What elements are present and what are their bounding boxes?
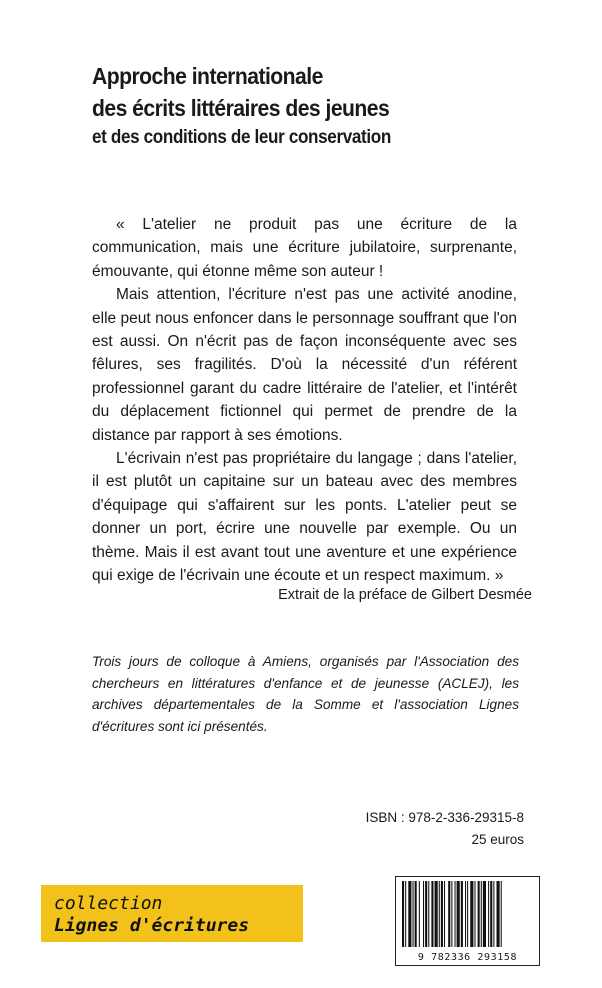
preface-excerpt [92, 213, 517, 588]
paragraph: « L'atelier ne produit pas une écriture de la communication, mais une écriture jubilatoire, surprenante, émouvante, qui étonne même son auteur ! [92, 216, 517, 280]
barcode [395, 876, 540, 966]
collection-label: collection [54, 893, 163, 914]
collection-name: Lignes d'écritures [54, 915, 250, 936]
barcode-number: 9 782336 293158 [417, 952, 518, 963]
barcode-bars-icon [400, 881, 535, 949]
isbn: ISBN : 978-2-336-29315-8 [365, 810, 524, 825]
paragraph: L'écrivain n'est pas propriétaire du langage ; dans l'atelier, il est plutôt un capitaine sur un bateau avec des membres d'équipage qui s'affairent sur les ponts. L'atelier peut se donner un port, écrire une nouvelle par exemple. Ou un thème. Mais il est avant tout une aventure et une expérience qui exige de l'écrivain une écoute et un respect maximum. » [92, 450, 517, 585]
title-line-1: Approche internationale [92, 63, 323, 89]
paragraph: Mais attention, l'écriture n'est pas une activité anodine, elle peut nous enfoncer dans le personnage souffrant que l'on est aussi. On n'écrit pas de façon inconséquente avec ses fêlures, ses fragilités. D'où la nécessité d'un référent professionnel garant du cadre littéraire de l'atelier, et l'intérêt du déplacement fictionnel qui permet de prendre de la distance par rapport à ses émotions. [92, 286, 517, 444]
price: 25 euros [471, 832, 524, 847]
summary-text: Trois jours de colloque à Amiens, organisés par l'Association des chercheurs en littératures d'enfance et de jeunesse (ACLEJ), les archives départementales de la Somme et l'association Lignes d'écritures sont ici présentés. [92, 654, 519, 734]
title-line-2: des écrits littéraires des jeunes [92, 95, 390, 121]
attribution: Extrait de la préface de Gilbert Desmée [278, 587, 532, 603]
subtitle: et des conditions de leur conservation [92, 127, 391, 148]
book-title [92, 60, 562, 152]
collection-banner [41, 885, 303, 942]
